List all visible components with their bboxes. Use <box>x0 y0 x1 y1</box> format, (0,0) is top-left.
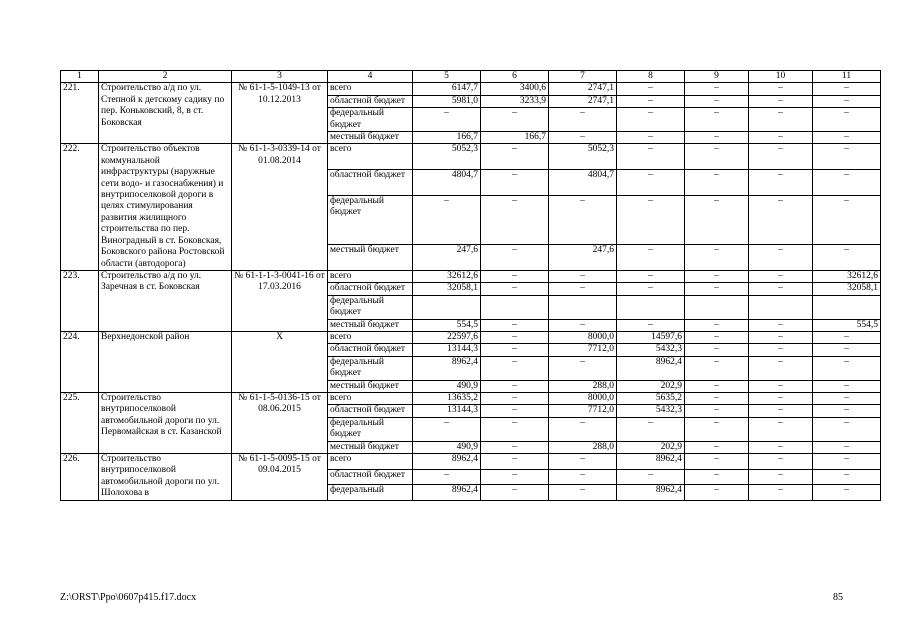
value-cell: – <box>813 380 881 392</box>
value-cell: – <box>481 144 549 170</box>
value-cell <box>749 295 813 319</box>
row-number: 222. <box>61 144 99 270</box>
value-cell: – <box>813 331 881 343</box>
funding-source: всего <box>328 331 413 343</box>
page-number: 85 <box>833 592 843 603</box>
value-cell: 7712,0 <box>549 405 617 417</box>
funding-source: местный бюджет <box>328 380 413 392</box>
value-cell: – <box>481 108 549 132</box>
value-cell: – <box>481 270 549 282</box>
table-row <box>61 392 881 404</box>
object-name: Строительство а/д по ул. Степной к детскому садику по пер. Коньковский, 8, в ст. Боковская <box>99 83 232 144</box>
value-cell: 8962,4 <box>617 485 685 501</box>
value-cell: 554,5 <box>413 319 481 331</box>
value-cell: – <box>813 108 881 132</box>
row-number: 226. <box>61 454 99 501</box>
value-cell: – <box>749 245 813 271</box>
value-cell: 202,9 <box>617 441 685 453</box>
value-cell: – <box>685 485 749 501</box>
value-cell: – <box>549 319 617 331</box>
value-cell: – <box>549 469 617 485</box>
value-cell: – <box>749 441 813 453</box>
row-number: 225. <box>61 392 99 453</box>
value-cell: – <box>685 283 749 295</box>
value-cell: 8000,0 <box>549 392 617 404</box>
value-cell: – <box>813 83 881 95</box>
value-cell: – <box>685 469 749 485</box>
value-cell: 8962,4 <box>413 485 481 501</box>
value-cell: – <box>481 441 549 453</box>
value-cell: 490,9 <box>413 380 481 392</box>
value-cell: – <box>813 195 881 244</box>
value-cell: – <box>749 319 813 331</box>
value-cell: – <box>813 485 881 501</box>
col-header: 5 <box>413 71 481 83</box>
funding-source: областной бюджет <box>328 283 413 295</box>
table-row <box>61 83 881 95</box>
col-header: 10 <box>749 71 813 83</box>
col-header: 11 <box>813 71 881 83</box>
value-cell: 32058,1 <box>813 283 881 295</box>
document-ref: № 61-1-5-0136-15 от 08.06.2015 <box>232 392 328 453</box>
value-cell: – <box>413 108 481 132</box>
funding-source: местный бюджет <box>328 441 413 453</box>
value-cell: 13144,3 <box>413 344 481 356</box>
col-header: 8 <box>617 71 685 83</box>
value-cell: – <box>617 83 685 95</box>
funding-source: всего <box>328 83 413 95</box>
value-cell: – <box>749 344 813 356</box>
value-cell: – <box>749 144 813 170</box>
value-cell: – <box>685 319 749 331</box>
col-header: 3 <box>232 71 328 83</box>
funding-source: областной бюджет <box>328 170 413 196</box>
value-cell: – <box>481 356 549 380</box>
value-cell: – <box>749 283 813 295</box>
value-cell: 5432,3 <box>617 405 685 417</box>
value-cell: – <box>813 144 881 170</box>
value-cell: – <box>549 270 617 282</box>
value-cell: – <box>685 108 749 132</box>
value-cell: – <box>617 95 685 107</box>
value-cell: – <box>749 405 813 417</box>
table-row <box>61 331 881 343</box>
funding-source: местный бюджет <box>328 245 413 271</box>
value-cell: – <box>617 270 685 282</box>
value-cell: – <box>549 195 617 244</box>
value-cell: – <box>617 319 685 331</box>
value-cell: – <box>481 380 549 392</box>
funding-source: федеральный бюджет <box>328 356 413 380</box>
value-cell: 6147,7 <box>413 83 481 95</box>
funding-source: всего <box>328 392 413 404</box>
value-cell: – <box>617 469 685 485</box>
funding-source: всего <box>328 270 413 282</box>
value-cell: – <box>685 417 749 441</box>
value-cell: – <box>481 469 549 485</box>
table-row <box>61 454 881 470</box>
value-cell: – <box>685 331 749 343</box>
value-cell: – <box>685 441 749 453</box>
value-cell: 8962,4 <box>413 454 481 470</box>
funding-source: местный бюджет <box>328 132 413 144</box>
value-cell: 5432,3 <box>617 344 685 356</box>
value-cell: 22597,6 <box>413 331 481 343</box>
object-name: Строительство внутрипоселковой автомобильной дороги по ул. Шолохова в <box>99 454 232 501</box>
value-cell: – <box>481 417 549 441</box>
col-header: 2 <box>99 71 232 83</box>
value-cell: 4804,7 <box>549 170 617 196</box>
value-cell: – <box>813 95 881 107</box>
value-cell: – <box>481 405 549 417</box>
value-cell: – <box>685 356 749 380</box>
value-cell: – <box>481 319 549 331</box>
row-number: 221. <box>61 83 99 144</box>
value-cell: – <box>549 108 617 132</box>
value-cell <box>481 295 549 319</box>
value-cell: – <box>481 454 549 470</box>
value-cell: – <box>749 170 813 196</box>
value-cell: 13635,2 <box>413 392 481 404</box>
value-cell: – <box>685 392 749 404</box>
value-cell: 247,6 <box>549 245 617 271</box>
value-cell: 202,9 <box>617 380 685 392</box>
value-cell: – <box>481 170 549 196</box>
value-cell: 166,7 <box>413 132 481 144</box>
col-header: 1 <box>61 71 99 83</box>
value-cell: – <box>617 195 685 244</box>
value-cell: – <box>617 417 685 441</box>
value-cell: 7712,0 <box>549 344 617 356</box>
value-cell: 490,9 <box>413 441 481 453</box>
value-cell: – <box>749 95 813 107</box>
value-cell: – <box>749 417 813 441</box>
funding-source: областной бюджет <box>328 95 413 107</box>
value-cell: – <box>413 469 481 485</box>
value-cell <box>549 295 617 319</box>
value-cell: – <box>813 405 881 417</box>
funding-source: областной бюджет <box>328 469 413 485</box>
value-cell: – <box>749 83 813 95</box>
value-cell: – <box>813 245 881 271</box>
value-cell: – <box>685 380 749 392</box>
header-row <box>61 71 881 83</box>
value-cell: – <box>481 392 549 404</box>
document-ref: № 61-1-5-1049-13 от 10.12.2013 <box>232 83 328 144</box>
value-cell: 3400,6 <box>481 83 549 95</box>
value-cell: – <box>749 485 813 501</box>
value-cell: 8962,4 <box>617 356 685 380</box>
value-cell: – <box>549 485 617 501</box>
value-cell: – <box>749 469 813 485</box>
value-cell <box>813 295 881 319</box>
value-cell: 32612,6 <box>413 270 481 282</box>
value-cell: – <box>685 405 749 417</box>
col-header: 7 <box>549 71 617 83</box>
value-cell: – <box>685 144 749 170</box>
file-path: Z:\ORST\Ppo\0607p415.f17.docx <box>60 592 197 603</box>
value-cell: 32612,6 <box>813 270 881 282</box>
value-cell: – <box>749 195 813 244</box>
value-cell: 2747,1 <box>549 95 617 107</box>
value-cell: – <box>813 441 881 453</box>
object-name: Строительство внутрипоселковой автомобильной дороги по ул. Первомайская в ст. Казанской <box>99 392 232 453</box>
value-cell: – <box>413 195 481 244</box>
object-name: Строительство а/д по ул. Заречная в ст. Боковская <box>99 270 232 331</box>
budget-table <box>60 70 881 501</box>
value-cell: – <box>617 108 685 132</box>
row-number: 223. <box>61 270 99 331</box>
value-cell: 247,6 <box>413 245 481 271</box>
value-cell: 32058,1 <box>413 283 481 295</box>
value-cell: – <box>481 485 549 501</box>
value-cell: – <box>749 270 813 282</box>
value-cell: – <box>813 344 881 356</box>
value-cell: 3233,9 <box>481 95 549 107</box>
value-cell: – <box>617 144 685 170</box>
value-cell: – <box>813 392 881 404</box>
funding-source: областной бюджет <box>328 405 413 417</box>
value-cell: – <box>481 195 549 244</box>
value-cell: – <box>481 283 549 295</box>
col-header: 6 <box>481 71 549 83</box>
value-cell: 4804,7 <box>413 170 481 196</box>
value-cell: 5052,3 <box>549 144 617 170</box>
value-cell: – <box>617 170 685 196</box>
funding-source: федеральный <box>328 485 413 501</box>
value-cell: – <box>749 380 813 392</box>
value-cell: 8962,4 <box>413 356 481 380</box>
document-ref: № 61-1-5-0095-15 от 09.04.2015 <box>232 454 328 501</box>
value-cell: – <box>685 170 749 196</box>
value-cell: – <box>685 83 749 95</box>
col-header: 4 <box>328 71 413 83</box>
value-cell: – <box>617 132 685 144</box>
value-cell: 14597,6 <box>617 331 685 343</box>
value-cell <box>617 295 685 319</box>
value-cell: – <box>549 454 617 470</box>
value-cell: – <box>549 417 617 441</box>
funding-source: местный бюджет <box>328 319 413 331</box>
value-cell: – <box>813 454 881 470</box>
value-cell: – <box>549 356 617 380</box>
value-cell <box>685 295 749 319</box>
value-cell: – <box>813 469 881 485</box>
object-name: Строительство объектов коммунальной инфраструктуры (наружные сети водо- и газоснабжения) и внутрипоселковой дороги в целях стимулирования развития жилищного строительства по пер. Виноградный в ст. Боковская, Боковского района Ростовской области (автодорога) <box>99 144 232 270</box>
value-cell: 13144,3 <box>413 405 481 417</box>
value-cell: – <box>685 132 749 144</box>
funding-source: федеральный бюджет <box>328 108 413 132</box>
value-cell: 288,0 <box>549 380 617 392</box>
funding-source: федеральный бюджет <box>328 195 413 244</box>
object-name: Верхнедонской район <box>99 331 232 392</box>
value-cell: 8962,4 <box>617 454 685 470</box>
value-cell: – <box>481 245 549 271</box>
value-cell: 166,7 <box>481 132 549 144</box>
value-cell: 554,5 <box>813 319 881 331</box>
value-cell: 5981,0 <box>413 95 481 107</box>
value-cell: – <box>749 454 813 470</box>
funding-source: федеральный бюджет <box>328 295 413 319</box>
value-cell: – <box>413 417 481 441</box>
value-cell: – <box>749 132 813 144</box>
document-ref: № 61-1-3-0339-14 от 01.08.2014 <box>232 144 328 270</box>
col-header: 9 <box>685 71 749 83</box>
funding-source: федеральный бюджет <box>328 417 413 441</box>
value-cell: – <box>685 195 749 244</box>
document-ref: Х <box>232 331 328 392</box>
value-cell: – <box>617 245 685 271</box>
funding-source: всего <box>328 144 413 170</box>
value-cell: – <box>685 454 749 470</box>
value-cell <box>413 295 481 319</box>
funding-source: всего <box>328 454 413 470</box>
value-cell: – <box>685 270 749 282</box>
row-number: 224. <box>61 331 99 392</box>
value-cell: – <box>749 108 813 132</box>
value-cell: 8000,0 <box>549 331 617 343</box>
value-cell: – <box>813 170 881 196</box>
value-cell: – <box>685 245 749 271</box>
value-cell: – <box>549 132 617 144</box>
value-cell: 2747,1 <box>549 83 617 95</box>
value-cell: 5635,2 <box>617 392 685 404</box>
value-cell: – <box>813 132 881 144</box>
value-cell: 288,0 <box>549 441 617 453</box>
value-cell: – <box>481 344 549 356</box>
funding-source: областной бюджет <box>328 344 413 356</box>
value-cell: – <box>685 95 749 107</box>
value-cell: – <box>813 417 881 441</box>
value-cell: – <box>813 356 881 380</box>
value-cell: 5052,3 <box>413 144 481 170</box>
table-row <box>61 270 881 282</box>
document-ref: № 61-1-1-3-0041-16 от 17.03.2016 <box>232 270 328 331</box>
value-cell: – <box>685 344 749 356</box>
value-cell: – <box>549 283 617 295</box>
value-cell: – <box>481 331 549 343</box>
value-cell: – <box>749 356 813 380</box>
value-cell: – <box>617 283 685 295</box>
value-cell: – <box>749 392 813 404</box>
table-row <box>61 144 881 170</box>
value-cell: – <box>749 331 813 343</box>
